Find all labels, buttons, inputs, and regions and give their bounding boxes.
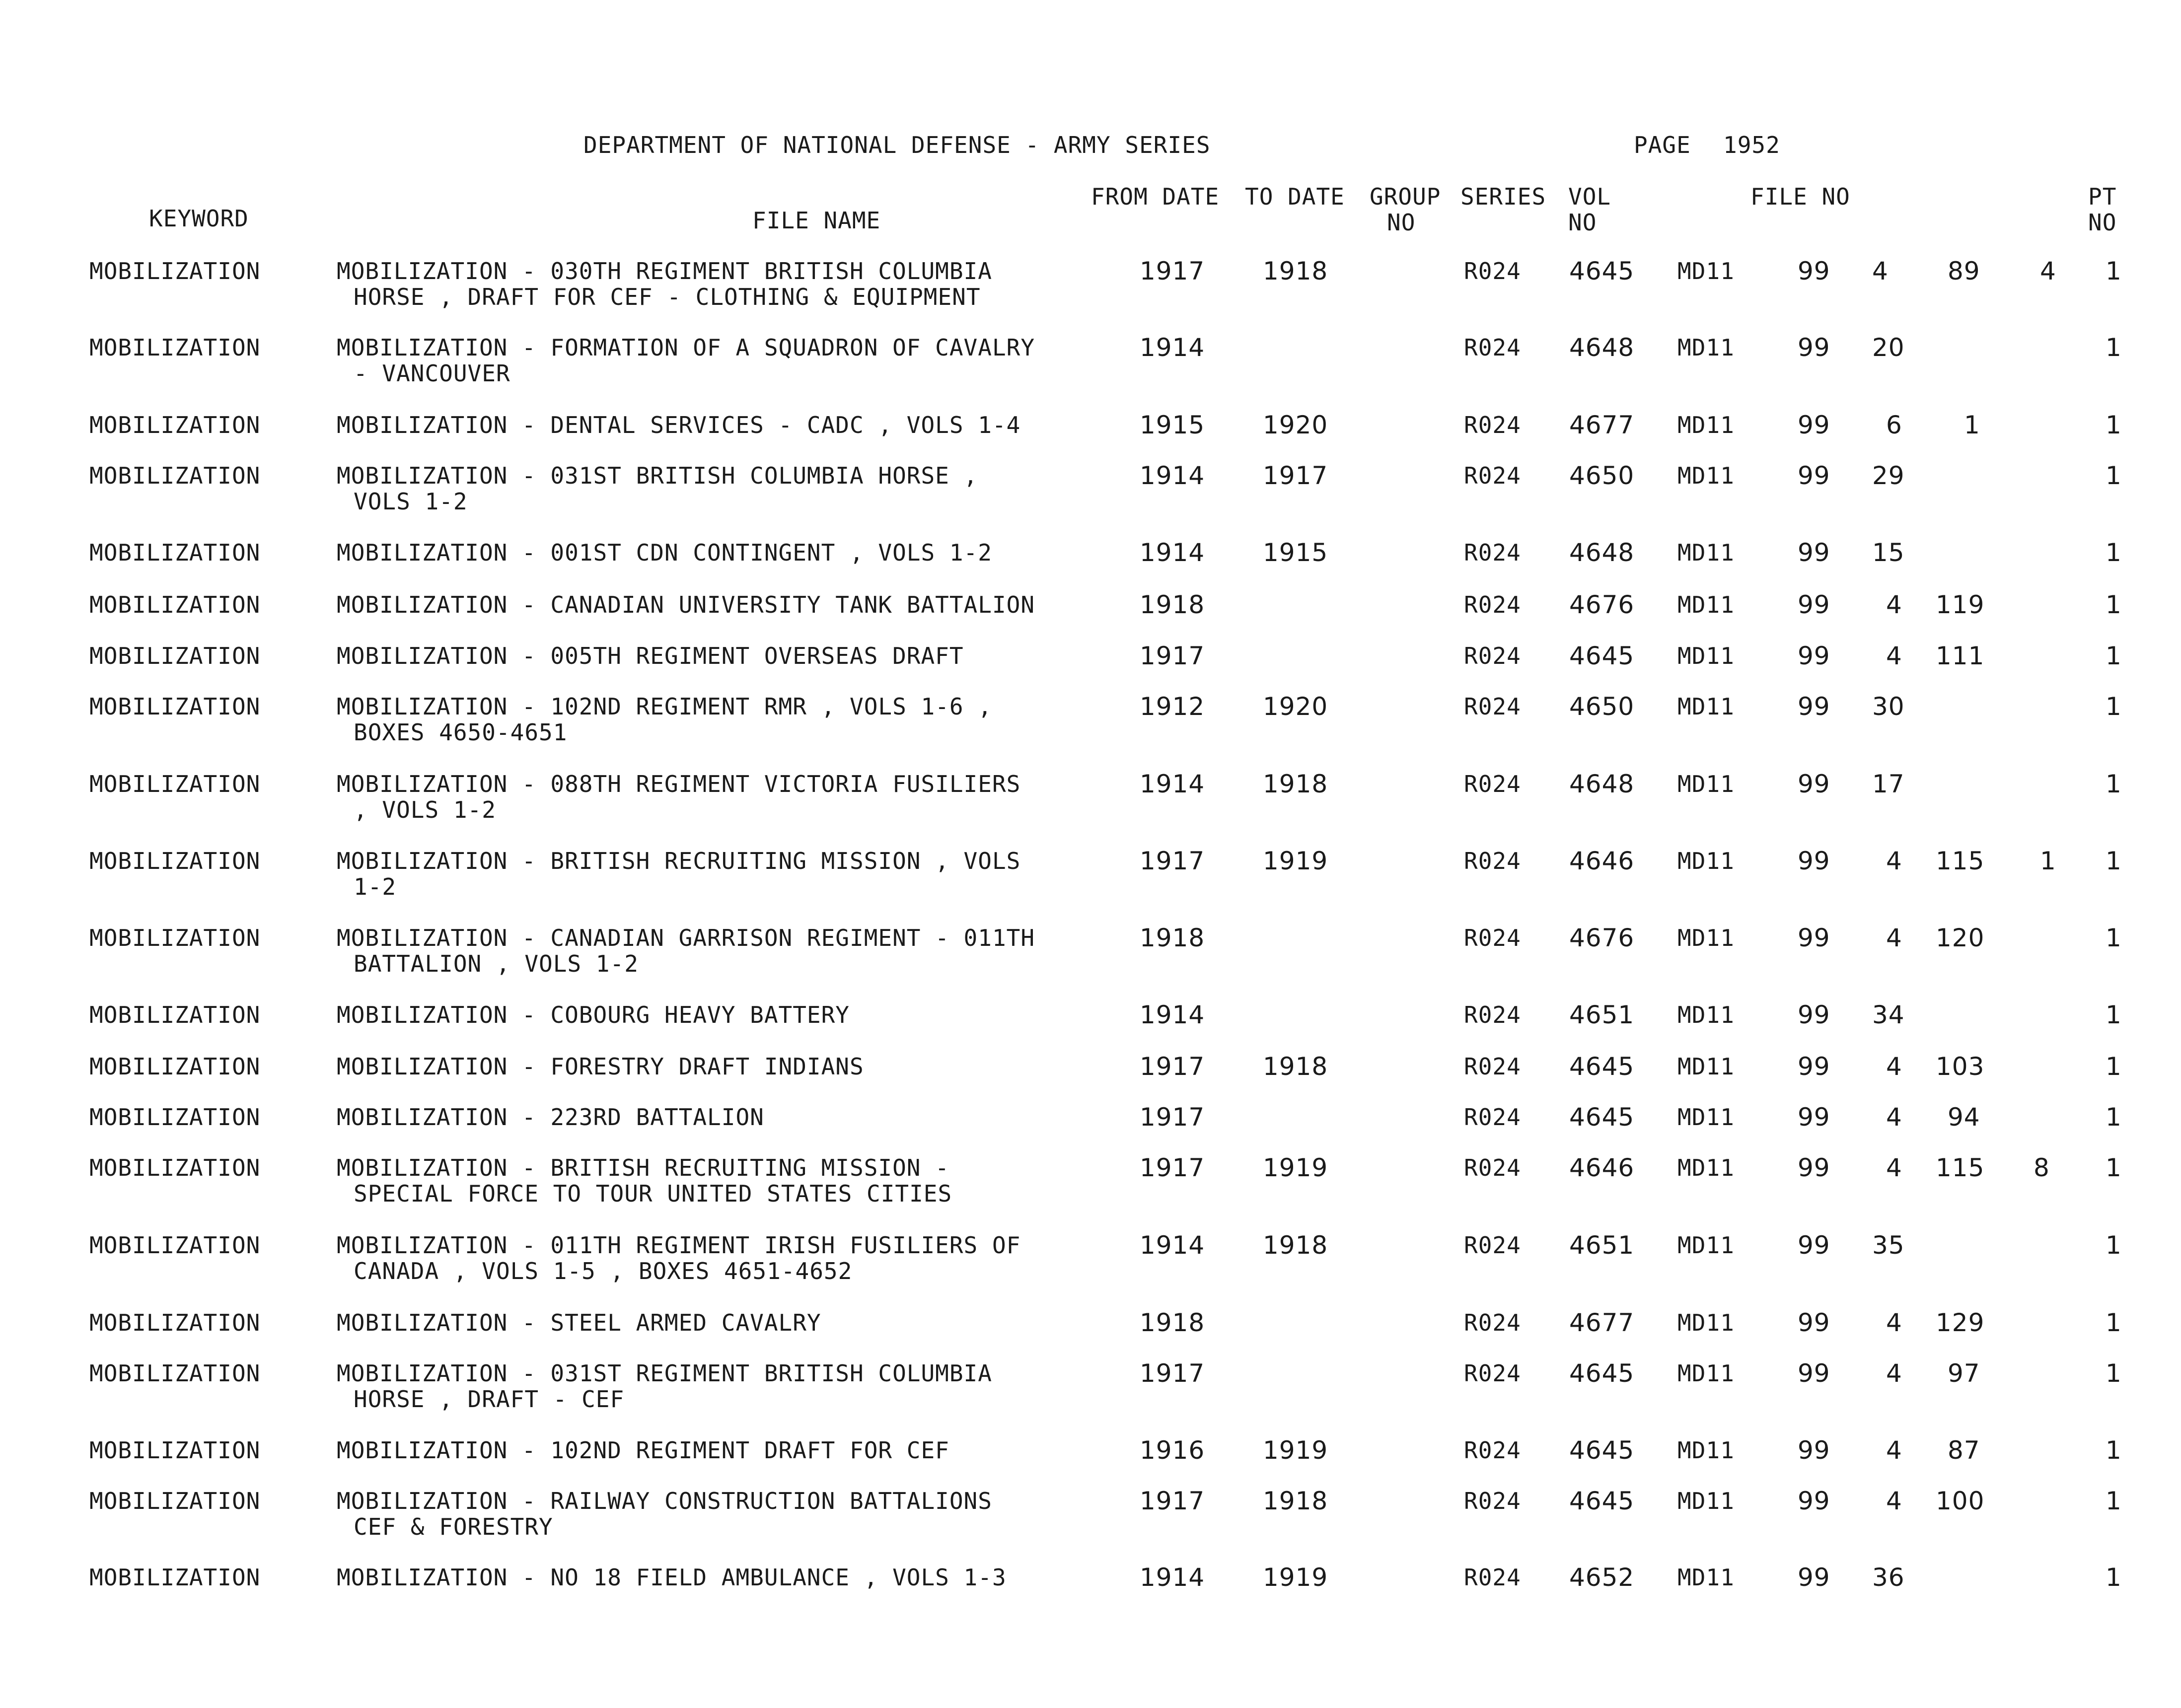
series-cell: R024 (1464, 412, 1521, 438)
from-date-cell: 1912 (1140, 692, 1205, 721)
file-no-part-2-cell: 4 (1886, 924, 1902, 952)
file-no-part-1-cell: 99 (1798, 770, 1830, 798)
file-name-line-2: BATTALION , VOLS 1-2 (354, 950, 639, 977)
file-no-prefix-cell: MD11 (1677, 1232, 1735, 1259)
file-name-line-1: MOBILIZATION - 001ST CDN CONTINGENT , VOLS 1-2 (337, 539, 992, 566)
pt-no-cell: 1 (2106, 1153, 2122, 1182)
from-date-cell: 1914 (1140, 333, 1205, 362)
file-no-part-1-cell: 99 (1798, 333, 1830, 362)
vol-cell: 4676 (1569, 590, 1635, 619)
column-header-to-date: TO DATE (1245, 183, 1345, 210)
file-no-part-1-cell: 99 (1798, 1308, 1830, 1337)
file-no-prefix-cell: MD11 (1677, 693, 1735, 720)
series-cell: R024 (1464, 1309, 1521, 1336)
vol-cell: 4648 (1569, 333, 1635, 362)
file-no-part-2-cell: 4 (1886, 1436, 1902, 1465)
document-title: DEPARTMENT OF NATIONAL DEFENSE - ARMY SERIES (583, 132, 1211, 158)
keyword-cell: MOBILIZATION (89, 258, 261, 285)
file-name-line-1: MOBILIZATION - NO 18 FIELD AMBULANCE , VOLS 1-3 (337, 1564, 1007, 1591)
file-no-part-2-cell: 4 (1886, 1487, 1902, 1515)
table-row (0, 258, 2181, 328)
file-no-part-2-cell: 35 (1872, 1231, 1905, 1260)
keyword-cell: MOBILIZATION (89, 771, 261, 797)
pt-no-cell: 1 (2106, 411, 2122, 439)
file-no-part-4-cell: 1 (2040, 847, 2056, 875)
from-date-cell: 1918 (1140, 924, 1205, 952)
from-date-cell: 1917 (1140, 1153, 1205, 1182)
pt-no-cell: 1 (2106, 770, 2122, 798)
vol-cell: 4645 (1569, 1487, 1635, 1515)
file-no-part-3-cell: 97 (1948, 1359, 1980, 1388)
file-no-part-1-cell: 99 (1798, 461, 1830, 490)
file-no-prefix-cell: MD11 (1677, 539, 1735, 566)
file-name-line-1: MOBILIZATION - COBOURG HEAVY BATTERY (337, 1001, 850, 1028)
keyword-cell: MOBILIZATION (89, 462, 261, 489)
to-date-cell: 1917 (1263, 461, 1328, 490)
to-date-cell: 1918 (1263, 770, 1328, 798)
file-name-line-1: MOBILIZATION - FORESTRY DRAFT INDIANS (337, 1053, 864, 1080)
pt-no-cell: 1 (2106, 1563, 2122, 1592)
pt-no-cell: 1 (2106, 1052, 2122, 1081)
file-name-line-1: MOBILIZATION - RAILWAY CONSTRUCTION BATTALIONS (337, 1488, 992, 1514)
to-date-cell: 1918 (1263, 1231, 1328, 1260)
pt-no-cell: 1 (2106, 257, 2122, 285)
series-cell: R024 (1464, 693, 1521, 720)
file-no-part-1-cell: 99 (1798, 1153, 1830, 1182)
vol-cell: 4648 (1569, 770, 1635, 798)
series-cell: R024 (1464, 1154, 1521, 1181)
file-no-prefix-cell: MD11 (1677, 771, 1735, 797)
file-name-line-2: - VANCOUVER (354, 360, 510, 387)
vol-cell: 4645 (1569, 1052, 1635, 1081)
file-no-prefix-cell: MD11 (1677, 1001, 1735, 1028)
vol-cell: 4676 (1569, 924, 1635, 952)
file-no-part-2-cell: 15 (1872, 538, 1905, 567)
series-cell: R024 (1464, 1564, 1521, 1591)
file-no-part-2-cell: 4 (1886, 1359, 1902, 1388)
file-name-line-2: CANADA , VOLS 1-5 , BOXES 4651-4652 (354, 1258, 853, 1284)
to-date-cell: 1915 (1263, 538, 1328, 567)
file-no-part-2-cell: 4 (1886, 1153, 1902, 1182)
file-no-part-4-cell: 8 (2034, 1153, 2050, 1182)
vol-cell: 4645 (1569, 641, 1635, 670)
file-no-part-1-cell: 99 (1798, 847, 1830, 875)
file-name-line-2: , VOLS 1-2 (354, 796, 496, 823)
file-no-part-2-cell: 6 (1886, 411, 1902, 439)
from-date-cell: 1914 (1140, 461, 1205, 490)
series-cell: R024 (1464, 258, 1521, 285)
vol-cell: 4650 (1569, 461, 1635, 490)
file-no-part-1-cell: 99 (1798, 538, 1830, 567)
to-date-cell: 1919 (1263, 1563, 1328, 1592)
from-date-cell: 1917 (1140, 1359, 1205, 1388)
file-name-line-2: 1-2 (354, 873, 397, 900)
from-date-cell: 1917 (1140, 847, 1205, 875)
vol-cell: 4651 (1569, 1000, 1635, 1029)
series-cell: R024 (1464, 462, 1521, 489)
file-no-part-1-cell: 99 (1798, 411, 1830, 439)
vol-cell: 4645 (1569, 257, 1635, 285)
file-no-part-3-cell: 120 (1936, 924, 1985, 952)
from-date-cell: 1916 (1140, 1436, 1205, 1465)
from-date-cell: 1917 (1140, 257, 1205, 285)
column-header-file-no: FILE NO (1750, 183, 1850, 210)
file-no-part-2-cell: 4 (1886, 590, 1902, 619)
vol-cell: 4651 (1569, 1231, 1635, 1260)
file-no-prefix-cell: MD11 (1677, 258, 1735, 285)
column-header-group: GROUP (1370, 183, 1441, 210)
series-cell: R024 (1464, 771, 1521, 797)
table-row (0, 694, 2181, 763)
file-name-line-1: MOBILIZATION - CANADIAN UNIVERSITY TANK BATTALION (337, 591, 1035, 618)
vol-cell: 4646 (1569, 847, 1635, 875)
file-no-part-2-cell: 29 (1872, 461, 1905, 490)
from-date-cell: 1917 (1140, 1103, 1205, 1132)
column-header-vol: VOL (1568, 183, 1611, 210)
file-name-line-1: MOBILIZATION - 031ST REGIMENT BRITISH COLUMBIA (337, 1360, 992, 1387)
file-no-part-3-cell: 89 (1948, 257, 1980, 285)
table-row (0, 463, 2181, 532)
file-name-line-2: HORSE , DRAFT - CEF (354, 1386, 625, 1413)
vol-cell: 4648 (1569, 538, 1635, 567)
column-header-pt: PT (2088, 183, 2117, 210)
keyword-cell: MOBILIZATION (89, 1154, 261, 1181)
file-name-line-1: MOBILIZATION - 088TH REGIMENT VICTORIA FUSILIERS (337, 771, 1021, 797)
pt-no-cell: 1 (2106, 590, 2122, 619)
pt-no-cell: 1 (2106, 461, 2122, 490)
pt-no-cell: 1 (2106, 1103, 2122, 1132)
to-date-cell: 1918 (1263, 1052, 1328, 1081)
file-no-part-2-cell: 20 (1872, 333, 1905, 362)
series-cell: R024 (1464, 1437, 1521, 1464)
file-no-part-2-cell: 4 (1886, 847, 1902, 875)
file-no-prefix-cell: MD11 (1677, 591, 1735, 618)
file-name-line-1: MOBILIZATION - BRITISH RECRUITING MISSION , VOLS (337, 848, 1021, 874)
file-name-line-1: MOBILIZATION - 005TH REGIMENT OVERSEAS DRAFT (337, 642, 964, 669)
column-header-series: SERIES (1460, 183, 1546, 210)
file-no-prefix-cell: MD11 (1677, 1309, 1735, 1336)
pt-no-cell: 1 (2106, 1436, 2122, 1465)
pt-no-cell: 1 (2106, 333, 2122, 362)
file-name-line-1: MOBILIZATION - DENTAL SERVICES - CADC , VOLS 1-4 (337, 412, 1021, 438)
table-row (0, 335, 2181, 404)
file-name-line-2: CEF & FORESTRY (354, 1513, 553, 1540)
keyword-cell: MOBILIZATION (89, 1053, 261, 1080)
file-name-line-1: MOBILIZATION - 223RD BATTALION (337, 1104, 764, 1131)
series-cell: R024 (1464, 539, 1521, 566)
table-row (0, 925, 2181, 995)
from-date-cell: 1914 (1140, 1000, 1205, 1029)
keyword-cell: MOBILIZATION (89, 1309, 261, 1336)
file-no-part-2-cell: 17 (1872, 770, 1905, 798)
vol-cell: 4645 (1569, 1436, 1635, 1465)
table-row (0, 1565, 2181, 1634)
series-cell: R024 (1464, 1232, 1521, 1259)
from-date-cell: 1917 (1140, 1487, 1205, 1515)
file-no-part-3-cell: 115 (1936, 1153, 1985, 1182)
pt-no-cell: 1 (2106, 692, 2122, 721)
table-row (0, 848, 2181, 918)
file-no-part-1-cell: 99 (1798, 1052, 1830, 1081)
vol-cell: 4646 (1569, 1153, 1635, 1182)
keyword-cell: MOBILIZATION (89, 693, 261, 720)
from-date-cell: 1915 (1140, 411, 1205, 439)
column-header-keyword: KEYWORD (149, 205, 249, 232)
to-date-cell: 1919 (1263, 1436, 1328, 1465)
to-date-cell: 1918 (1263, 1487, 1328, 1515)
column-header-vol-no: NO (1568, 209, 1597, 236)
from-date-cell: 1918 (1140, 1308, 1205, 1337)
pt-no-cell: 1 (2106, 641, 2122, 670)
to-date-cell: 1919 (1263, 847, 1328, 875)
pt-no-cell: 1 (2106, 1487, 2122, 1515)
file-no-part-1-cell: 99 (1798, 1231, 1830, 1260)
series-cell: R024 (1464, 1001, 1521, 1028)
file-no-part-3-cell: 100 (1936, 1487, 1985, 1515)
table-row (0, 771, 2181, 841)
file-no-part-2-cell: 30 (1872, 692, 1905, 721)
keyword-cell: MOBILIZATION (89, 1488, 261, 1514)
pt-no-cell: 1 (2106, 847, 2122, 875)
file-no-prefix-cell: MD11 (1677, 848, 1735, 874)
from-date-cell: 1917 (1140, 641, 1205, 670)
series-cell: R024 (1464, 848, 1521, 874)
keyword-cell: MOBILIZATION (89, 1001, 261, 1028)
file-no-part-2-cell: 4 (1886, 1103, 1902, 1132)
table-row (0, 1155, 2181, 1224)
keyword-cell: MOBILIZATION (89, 1564, 261, 1591)
file-name-line-1: MOBILIZATION - STEEL ARMED CAVALRY (337, 1309, 821, 1336)
pt-no-cell: 1 (2106, 924, 2122, 952)
file-name-line-2: BOXES 4650-4651 (354, 719, 568, 746)
vol-cell: 4645 (1569, 1359, 1635, 1388)
file-name-line-1: MOBILIZATION - 102ND REGIMENT DRAFT FOR CEF (337, 1437, 949, 1464)
page-number: 1952 (1723, 132, 1780, 158)
file-name-line-1: MOBILIZATION - CANADIAN GARRISON REGIMENT - 011TH (337, 925, 1035, 951)
series-cell: R024 (1464, 1488, 1521, 1514)
file-no-prefix-cell: MD11 (1677, 412, 1735, 438)
file-no-part-3-cell: 111 (1936, 641, 1985, 670)
file-no-part-2-cell: 36 (1872, 1563, 1905, 1592)
file-no-part-3-cell: 1 (1964, 411, 1980, 439)
file-no-prefix-cell: MD11 (1677, 1053, 1735, 1080)
file-name-line-1: MOBILIZATION - 011TH REGIMENT IRISH FUSILIERS OF (337, 1232, 1021, 1259)
file-no-part-1-cell: 99 (1798, 1103, 1830, 1132)
file-no-part-3-cell: 94 (1948, 1103, 1980, 1132)
file-no-part-3-cell: 103 (1936, 1052, 1985, 1081)
file-name-line-1: MOBILIZATION - FORMATION OF A SQUADRON OF CAVALRY (337, 334, 1035, 361)
table-row (0, 1360, 2181, 1430)
keyword-cell: MOBILIZATION (89, 1437, 261, 1464)
keyword-cell: MOBILIZATION (89, 848, 261, 874)
from-date-cell: 1914 (1140, 1563, 1205, 1592)
file-no-part-1-cell: 99 (1798, 257, 1830, 285)
file-no-prefix-cell: MD11 (1677, 462, 1735, 489)
column-header-from-date: FROM DATE (1091, 183, 1220, 210)
from-date-cell: 1918 (1140, 590, 1205, 619)
keyword-cell: MOBILIZATION (89, 1104, 261, 1131)
file-no-part-2-cell: 34 (1872, 1000, 1905, 1029)
vol-cell: 4677 (1569, 411, 1635, 439)
from-date-cell: 1914 (1140, 538, 1205, 567)
file-no-part-2-cell: 4 (1886, 641, 1902, 670)
series-cell: R024 (1464, 1360, 1521, 1387)
file-name-line-2: SPECIAL FORCE TO TOUR UNITED STATES CITIES (354, 1180, 952, 1207)
file-no-prefix-cell: MD11 (1677, 642, 1735, 669)
to-date-cell: 1920 (1263, 411, 1328, 439)
table-row (0, 1232, 2181, 1302)
keyword-cell: MOBILIZATION (89, 925, 261, 951)
file-name-line-1: MOBILIZATION - 102ND REGIMENT RMR , VOLS 1-6 , (337, 693, 992, 720)
series-cell: R024 (1464, 1104, 1521, 1131)
from-date-cell: 1917 (1140, 1052, 1205, 1081)
pt-no-cell: 1 (2106, 1000, 2122, 1029)
file-no-part-4-cell: 4 (2040, 257, 2056, 285)
file-no-part-1-cell: 99 (1798, 590, 1830, 619)
from-date-cell: 1914 (1140, 1231, 1205, 1260)
file-no-prefix-cell: MD11 (1677, 1154, 1735, 1181)
file-no-prefix-cell: MD11 (1677, 925, 1735, 951)
keyword-cell: MOBILIZATION (89, 642, 261, 669)
vol-cell: 4645 (1569, 1103, 1635, 1132)
file-no-part-1-cell: 99 (1798, 1000, 1830, 1029)
keyword-cell: MOBILIZATION (89, 334, 261, 361)
file-name-line-2: VOLS 1-2 (354, 488, 468, 515)
file-no-prefix-cell: MD11 (1677, 1488, 1735, 1514)
file-no-prefix-cell: MD11 (1677, 1104, 1735, 1131)
file-no-part-3-cell: 115 (1936, 847, 1985, 875)
to-date-cell: 1919 (1263, 1153, 1328, 1182)
series-cell: R024 (1464, 591, 1521, 618)
file-name-line-1: MOBILIZATION - 031ST BRITISH COLUMBIA HORSE , (337, 462, 978, 489)
file-no-part-1-cell: 99 (1798, 641, 1830, 670)
page-label: PAGE (1634, 132, 1691, 158)
vol-cell: 4652 (1569, 1563, 1635, 1592)
file-no-part-2-cell: 4 (1872, 257, 1889, 285)
file-no-part-3-cell: 129 (1936, 1308, 1985, 1337)
file-no-part-1-cell: 99 (1798, 1359, 1830, 1388)
series-cell: R024 (1464, 925, 1521, 951)
to-date-cell: 1920 (1263, 692, 1328, 721)
vol-cell: 4677 (1569, 1308, 1635, 1337)
file-name-line-2: HORSE , DRAFT FOR CEF - CLOTHING & EQUIPMENT (354, 284, 981, 310)
file-no-prefix-cell: MD11 (1677, 1564, 1735, 1591)
keyword-cell: MOBILIZATION (89, 591, 261, 618)
file-name-line-1: MOBILIZATION - BRITISH RECRUITING MISSION - (337, 1154, 949, 1181)
vol-cell: 4650 (1569, 692, 1635, 721)
series-cell: R024 (1464, 334, 1521, 361)
file-name-line-1: MOBILIZATION - 030TH REGIMENT BRITISH COLUMBIA (337, 258, 992, 285)
file-no-part-2-cell: 4 (1886, 1308, 1902, 1337)
file-no-prefix-cell: MD11 (1677, 334, 1735, 361)
keyword-cell: MOBILIZATION (89, 539, 261, 566)
column-header-pt-no: NO (2088, 209, 2117, 236)
column-header-group-no: NO (1387, 209, 1416, 236)
file-no-part-1-cell: 99 (1798, 1563, 1830, 1592)
file-no-part-3-cell: 119 (1936, 590, 1985, 619)
file-no-part-2-cell: 4 (1886, 1052, 1902, 1081)
keyword-cell: MOBILIZATION (89, 412, 261, 438)
pt-no-cell: 1 (2106, 1231, 2122, 1260)
pt-no-cell: 1 (2106, 1308, 2122, 1337)
file-no-part-3-cell: 87 (1948, 1436, 1980, 1465)
file-no-prefix-cell: MD11 (1677, 1437, 1735, 1464)
table-row (0, 1488, 2181, 1558)
column-header-file-name: FILE NAME (752, 207, 881, 234)
keyword-cell: MOBILIZATION (89, 1232, 261, 1259)
series-cell: R024 (1464, 642, 1521, 669)
file-no-prefix-cell: MD11 (1677, 1360, 1735, 1387)
from-date-cell: 1914 (1140, 770, 1205, 798)
file-no-part-1-cell: 99 (1798, 1436, 1830, 1465)
to-date-cell: 1918 (1263, 257, 1328, 285)
pt-no-cell: 1 (2106, 1359, 2122, 1388)
series-cell: R024 (1464, 1053, 1521, 1080)
pt-no-cell: 1 (2106, 538, 2122, 567)
file-no-part-1-cell: 99 (1798, 1487, 1830, 1515)
file-no-part-1-cell: 99 (1798, 692, 1830, 721)
file-no-part-1-cell: 99 (1798, 924, 1830, 952)
keyword-cell: MOBILIZATION (89, 1360, 261, 1387)
